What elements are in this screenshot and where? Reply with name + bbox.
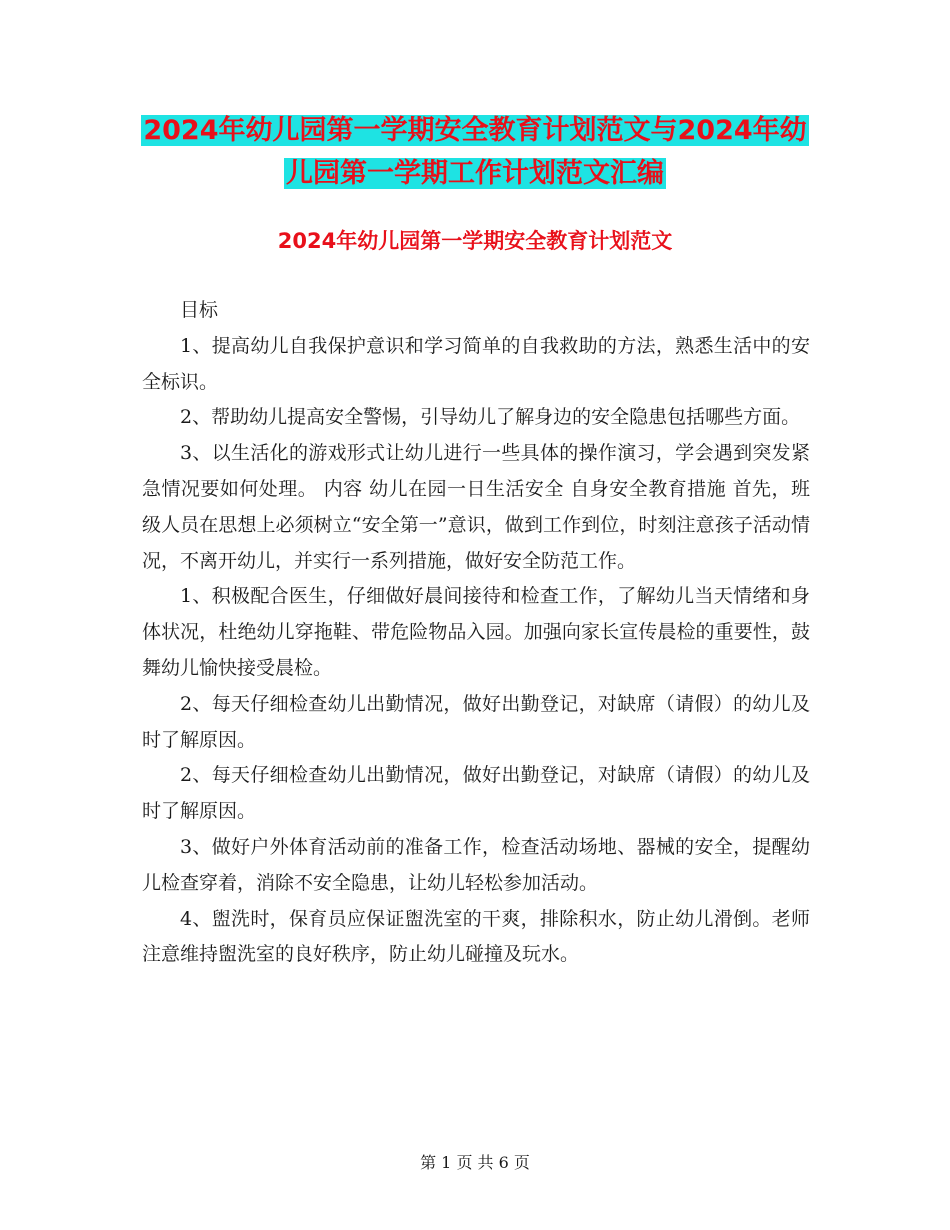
paragraph: 2、每天仔细检查幼儿出勤情况，做好出勤登记，对缺席（请假）的幼儿及时了解原因。: [142, 764, 810, 823]
paragraph: 2、每天仔细检查幼儿出勤情况，做好出勤登记，对缺席（请假）的幼儿及时了解原因。: [142, 692, 810, 751]
title-highlight-1: 2024年幼儿园第一学期安全教育计划范文与2024年幼: [143, 115, 807, 146]
paragraph: 3、以生活化的游戏形式让幼儿进行一些具体的操作演习，学会遇到突发紧急情况要如何处理。 内容 幼儿在园一日生活安全 自身安全教育措施 首先，班级人员在思想上必须树立“安全第一”意识，做到工作到位，时刻注意孩子活动情况，不离开幼儿，并实行一系列措施，做好安全防范工作。: [142, 442, 810, 572]
section-heading: 2024年幼儿园第一学期安全教育计划范文: [277, 229, 673, 253]
paragraph: 3、做好户外体育活动前的准备工作，检查活动场地、器械的安全，提醒幼儿检查穿着，消除不安全隐患，让幼儿轻松参加活动。: [142, 835, 810, 894]
document-body: [142, 293, 810, 973]
page-number-footer: 第 1 页 共 6 页: [420, 1153, 530, 1172]
paragraph: 4、盥洗时，保育员应保证盥洗室的干爽，排除积水，防止幼儿滑倒。老师注意维持盥洗室的良好秩序，防止幼儿碰撞及玩水。: [142, 907, 810, 966]
paragraph: 1、积极配合医生，仔细做好晨间接待和检查工作，了解幼儿当天情绪和身体状况，杜绝幼儿穿拖鞋、带危险物品入园。加强向家长宣传晨检的重要性，鼓舞幼儿愉快接受晨检。: [142, 585, 810, 679]
paragraph: 1、提高幼儿自我保护意识和学习简单的自我救助的方法，熟悉生活中的安全标识。: [142, 334, 810, 393]
paragraph: 2、帮助幼儿提高安全警惕，引导幼儿了解身边的安全隐患包括哪些方面。: [180, 406, 801, 429]
title-highlight-2: 儿园第一学期工作计划范文汇编: [286, 158, 664, 189]
document-title-line-2: [0, 156, 950, 192]
document-title-line-1: [0, 113, 950, 149]
paragraph: 目标: [180, 299, 219, 321]
